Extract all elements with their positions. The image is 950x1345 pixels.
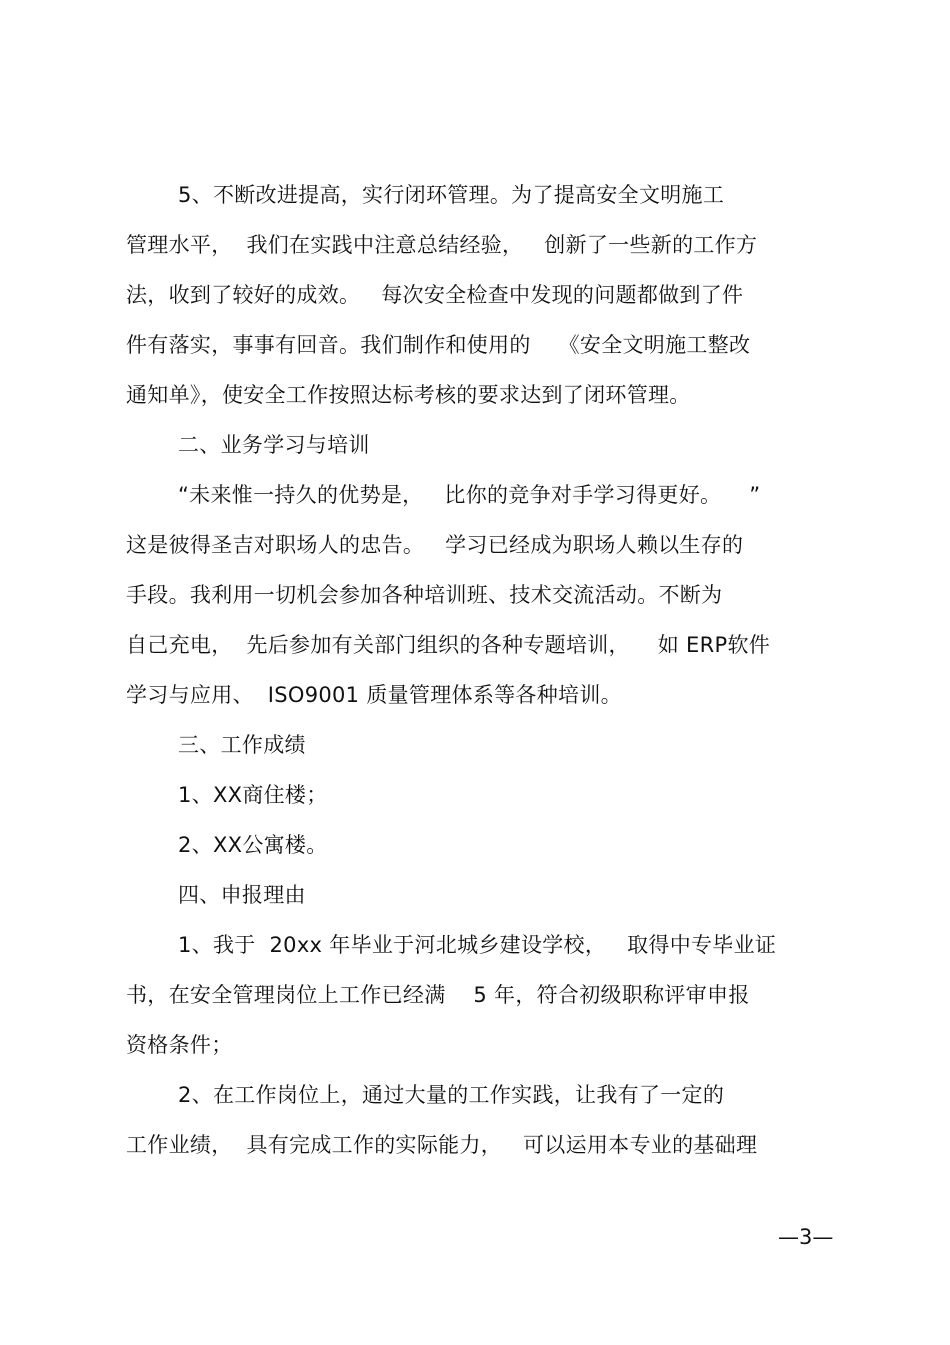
page-number: —3— [778, 1225, 834, 1249]
text-line-18: 资格条件； [126, 1033, 233, 1057]
text-line-2: 管理水平， 我们在实践中注意总结经验， 创新了一些新的工作方 [126, 233, 758, 257]
text-line-19: 2、在工作岗位上，通过大量的工作实践，让我有了一定的 [178, 1083, 725, 1107]
text-line-16: 1、我于 20xx 年毕业于河北城乡建设学校， 取得中专毕业证 [178, 933, 777, 957]
section-heading-3: 三、工作成绩 [178, 733, 306, 757]
text-line-4: 件有落实，事事有回音。我们制作和使用的 《安全文明施工整改 [126, 333, 751, 357]
list-item-2: 2、XX公寓楼。 [178, 833, 328, 857]
text-line-1: 5、不断改进提高，实行闭环管理。为了提高安全文明施工 [178, 183, 725, 207]
section-heading-2: 二、业务学习与培训 [178, 433, 370, 457]
text-line-9: 手段。我利用一切机会参加各种培训班、技术交流活动。不断为 [126, 583, 723, 607]
list-item-1: 1、XX商住楼； [178, 783, 328, 807]
text-line-20: 工作业绩， 具有完成工作的实际能力， 可以运用本专业的基础理 [126, 1133, 758, 1157]
text-line-3: 法，收到了较好的成效。 每次安全检查中发现的问题都做到了件 [126, 283, 744, 307]
text-line-10: 自己充电， 先后参加有关部门组织的各种专题培训， 如 ERP软件 [126, 633, 771, 657]
text-line-8: 这是彼得圣吉对职场人的忠告。 学习已经成为职场人赖以生存的 [126, 533, 744, 557]
text-line-17: 书，在安全管理岗位上工作已经满 5 年，符合初级职称评审申报 [126, 983, 750, 1007]
text-line-5: 通知单》，使安全工作按照达标考核的要求达到了闭环管理。 [126, 383, 691, 407]
text-line-7: “未来惟一持久的优势是， 比你的竞争对手学习得更好。 ” [178, 483, 761, 507]
section-heading-4: 四、申报理由 [178, 883, 306, 907]
text-line-11: 学习与应用、 ISO9001 质量管理体系等各种培训。 [126, 683, 622, 707]
